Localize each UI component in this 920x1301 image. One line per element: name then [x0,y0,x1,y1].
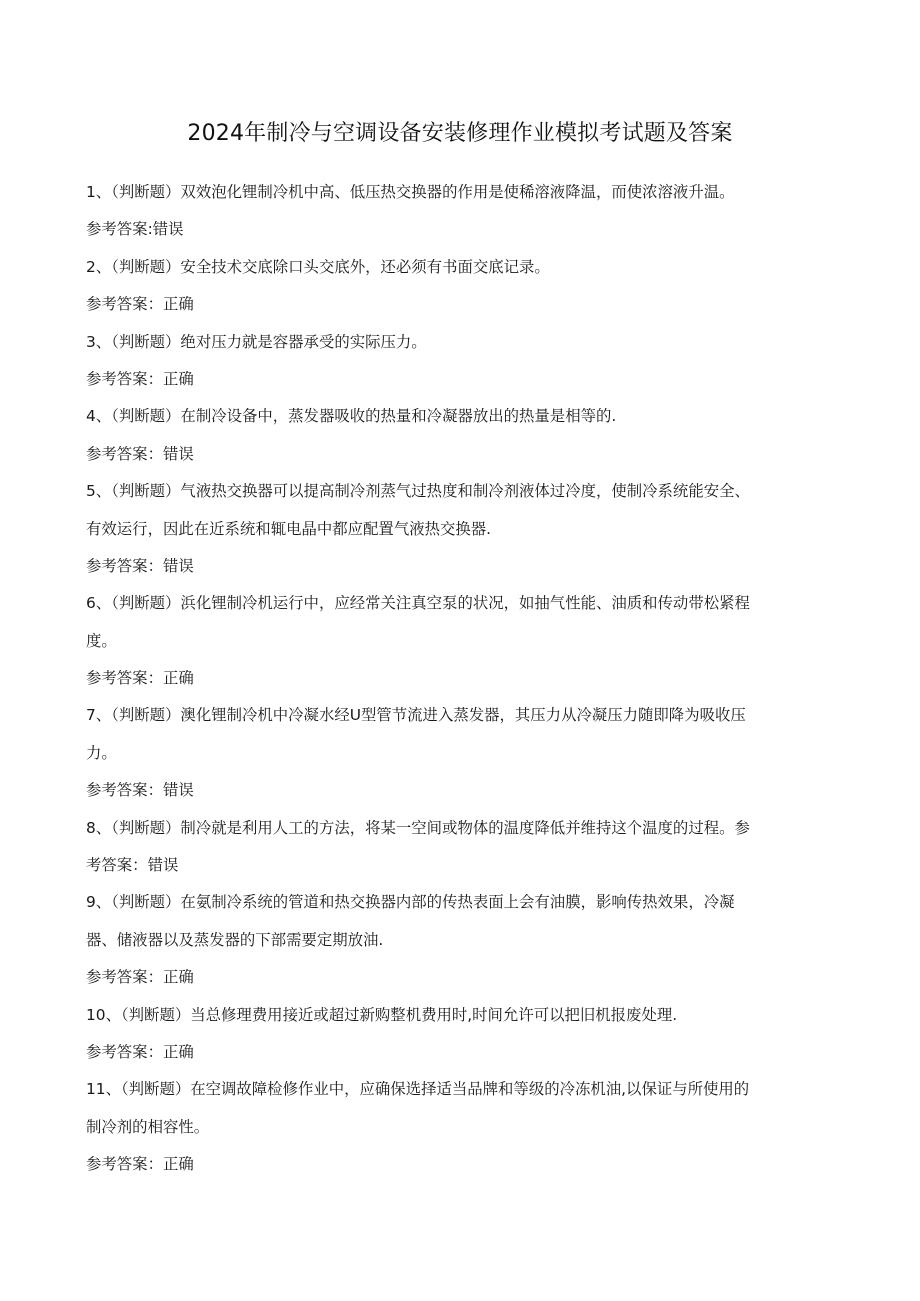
answer-10: 参考答案：正确 [86,1042,194,1061]
question-4-line-1: 4、（判断题）在制冷设备中，蒸发器吸收的热量和冷凝器放出的热量是相等的. [86,407,617,426]
answer-3: 参考答案：正确 [86,369,194,388]
answer-9: 参考答案：正确 [86,968,194,987]
answer-6: 参考答案：正确 [86,669,194,688]
question-5-line-1: 5、（判断题）气液热交换器可以提高制冷剂蒸气过热度和制冷剂液体过冷度，使制冷系统能安全、 [86,482,750,501]
page-title: 2024年制冷与空调设备安装修理作业模拟考试题及答案 [187,121,733,146]
answer-1: 参考答案:错误 [86,220,184,239]
answer-4: 参考答案：错误 [86,444,194,463]
question-8-line-2: 考答案：错误 [86,856,179,875]
question-5-line-2: 有效运行，因此在近系统和辄电晶中都应配置气液热交换器. [86,519,492,538]
question-8-line-1: 8、（判断题）制冷就是利用人工的方法，将某一空间或物体的温度降低并维持这个温度的过程。参 [86,818,750,837]
question-9-line-2: 器、储液器以及蒸发器的下部需要定期放油. [86,930,384,949]
answer-11: 参考答案：正确 [86,1155,194,1174]
question-6-line-1: 6、（判断题）浜化锂制冷机运行中，应经常关注真空泵的状况，如抽气性能、油质和传动带松紧程 [86,594,750,613]
question-2-line-1: 2、（判断题）安全技术交底除口头交底外，还必须有书面交底记录。 [86,257,550,276]
question-7-line-1: 7、（判断题）澳化锂制冷机中冷凝水经U型管节流进入蒸发器，其压力从冷凝压力随即降为吸收压 [86,706,746,725]
question-10-line-1: 10、（判断题）当总修理费用接近或超过新购整机费用时,时间允许可以把旧机报废处理. [86,1005,678,1024]
question-7-line-2: 力。 [86,743,117,762]
answer-2: 参考答案：正确 [86,295,194,314]
question-list [86,174,834,1184]
answer-5: 参考答案：错误 [86,556,194,575]
question-3-line-1: 3、（判断题）绝对压力就是容器承受的实际压力。 [86,332,427,351]
question-9-line-1: 9、（判断题）在氨制冷系统的管道和热交换器内部的传热表面上会有油膜，影响传热效果，冷凝 [86,893,735,912]
question-1-line-1: 1、（判断题）双效泡化锂制冷机中高、低压热交换器的作用是使稀溶液降温，而使浓溶液升温。 [86,183,735,201]
question-11-line-2: 制冷剂的相容性。 [86,1117,210,1136]
question-11-line-1: 11、（判断题）在空调故障检修作业中，应确保选择适当品牌和等级的冷冻机油,以保证与所使用的 [86,1080,750,1099]
question-6-line-2: 度。 [86,631,117,650]
answer-7: 参考答案：错误 [86,781,194,800]
